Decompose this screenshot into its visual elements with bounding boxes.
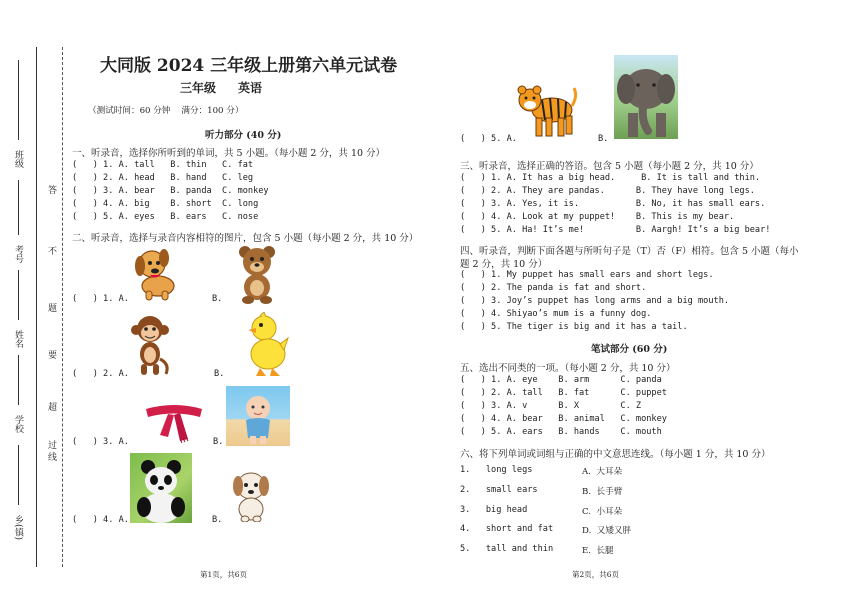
s1-item: ( ) 2. A. head B. hand C. leg (72, 173, 254, 183)
binding-line-inner (62, 47, 63, 567)
section-3-title: 三、听录音，选择正确的答语。包含 5 小题（每小题 2 分，共 10 分） (460, 161, 759, 172)
s6-left-item: 2. small ears (460, 485, 538, 495)
s5-item: ( ) 4. A. bear B. animal C. monkey (460, 414, 667, 424)
exam-info: （测试时间：60 分钟 满分：100 分） (88, 106, 244, 116)
doll-photo (226, 386, 290, 446)
s5-item: ( ) 2. A. tall B. fat C. puppet (460, 388, 667, 398)
s4-item: ( ) 2. The panda is fat and short. (460, 283, 647, 293)
subtitle-grade: 三年级 (180, 81, 217, 95)
s2-q2-label: ( ) 2. A. (72, 369, 129, 379)
bear-icon (236, 244, 278, 304)
s6-left-item: 3. big head (460, 505, 528, 515)
s3-item: ( ) 4. A. Look at my puppet! B. This is my bear. (460, 212, 735, 222)
seal-char: 答 (46, 185, 56, 194)
s2-q4-label: ( ) 4. A. (72, 515, 129, 525)
s1-item: ( ) 5. A. eyes B. ears C. nose (72, 212, 259, 222)
s2-q1-label: ( ) 1. A. (72, 294, 129, 304)
s5-item: ( ) 1. A. eye B. arm C. panda (460, 375, 662, 385)
section-2-title: 二、听录音，选择与录音内容相符的图片，包含 5 小题（每小题 2 分，共 10 分） (72, 233, 419, 244)
subtitle-subject: 英语 (238, 81, 263, 95)
exam-number-label: 考号 (13, 245, 23, 263)
binding-line-outer (36, 47, 37, 567)
township-label: 乡(镇) (13, 515, 23, 541)
s2-q3-label: ( ) 3. A. (72, 437, 129, 447)
s6-right-item: B. 长手臂 (582, 487, 623, 497)
class-label: 班级 (13, 150, 23, 168)
s1-item: ( ) 1. A. tall B. thin C. fat (72, 160, 254, 170)
s3-item: ( ) 3. A. Yes, it is. B. No, it has small ears. (460, 199, 766, 209)
duck-icon (242, 312, 290, 378)
seal-char: 过 (46, 440, 56, 449)
puppy-icon (232, 468, 270, 522)
s4-item: ( ) 5. The tiger is big and it has a tail. (460, 322, 688, 332)
seal-char: 线 (46, 452, 56, 461)
section-6-title: 六、将下列单词或词组与正确的中文意思连线。（每小题 1 分，共 10 分） (460, 449, 771, 460)
s2-q2-b: B. (214, 369, 225, 379)
monkey-icon (130, 314, 170, 376)
scarf-icon (142, 399, 206, 443)
s2-q1-b: B. (212, 294, 223, 304)
s2-q5-label: ( ) 5. A. (460, 134, 517, 144)
s6-right-item: E. 长腿 (582, 546, 614, 556)
s6-right-item: A. 大耳朵 (582, 467, 623, 477)
seal-char: 题 (46, 303, 56, 312)
seal-char: 不 (46, 246, 56, 255)
s3-item: ( ) 2. A. They are pandas. B. They have long legs. (460, 186, 755, 196)
name-label: 姓名 (13, 330, 23, 348)
section-4-title-cont: 题 2 分，共 10 分） (460, 259, 548, 270)
s4-item: ( ) 1. My puppet has small ears and short legs. (460, 270, 714, 280)
s2-q4-b: B. (212, 515, 223, 525)
s1-item: ( ) 3. A. bear B. panda C. monkey (72, 186, 269, 196)
listening-heading: 听力部分 (40 分) (205, 130, 282, 141)
panda-photo (130, 453, 192, 523)
section-1-title: 一、听录音，选择你所听到的单词，共 5 小题。（每小题 2 分，共 10 分） (72, 148, 386, 159)
section-4-title: 四、听录音，判断下面各题与所听句子是（T）否（F）相符。包含 5 小题（每小 (460, 246, 799, 257)
s6-left-item: 1. long legs (460, 465, 533, 475)
section-5-title: 五、选出不同类的一项。（每小题 2 分，共 10 分） (460, 363, 676, 374)
page-number-left: 第1页，共6页 (200, 570, 248, 579)
s6-left-item: 4. short and fat (460, 524, 554, 534)
elephant-photo (614, 55, 678, 139)
s6-left-item: 5. tall and thin (460, 544, 554, 554)
s5-item: ( ) 3. A. v B. X C. Z (460, 401, 642, 411)
seal-char: 超 (46, 402, 56, 411)
s2-q3-b: B. (213, 437, 224, 447)
s4-item: ( ) 4. Shiyao’s mum is a funny dog. (460, 309, 652, 319)
s1-item: ( ) 4. A. big B. short C. long (72, 199, 259, 209)
seal-char: 要 (46, 350, 56, 359)
s3-item: ( ) 5. A. Ha! It’s me! B. Aargh! It’s a big bear! (460, 225, 771, 235)
s6-right-item: D. 又矮又胖 (582, 526, 632, 536)
s4-item: ( ) 3. Joy’s puppet has long arms and a big mouth. (460, 296, 730, 306)
school-label: 学校 (13, 415, 23, 433)
exam-title: 大同版 2024 三年级上册第六单元试卷 (100, 56, 398, 76)
writing-heading: 笔试部分 (60 分) (591, 344, 668, 355)
dog-icon (130, 244, 182, 302)
tiger-icon (516, 80, 578, 138)
s3-item: ( ) 1. A. It has a big head. B. It is tall and thin. (460, 173, 761, 183)
page-number-right: 第2页，共6页 (572, 570, 620, 579)
s6-right-item: C. 小耳朵 (582, 507, 623, 517)
s5-item: ( ) 5. A. ears B. hands C. mouth (460, 427, 662, 437)
s2-q5-b: B. (598, 134, 609, 144)
